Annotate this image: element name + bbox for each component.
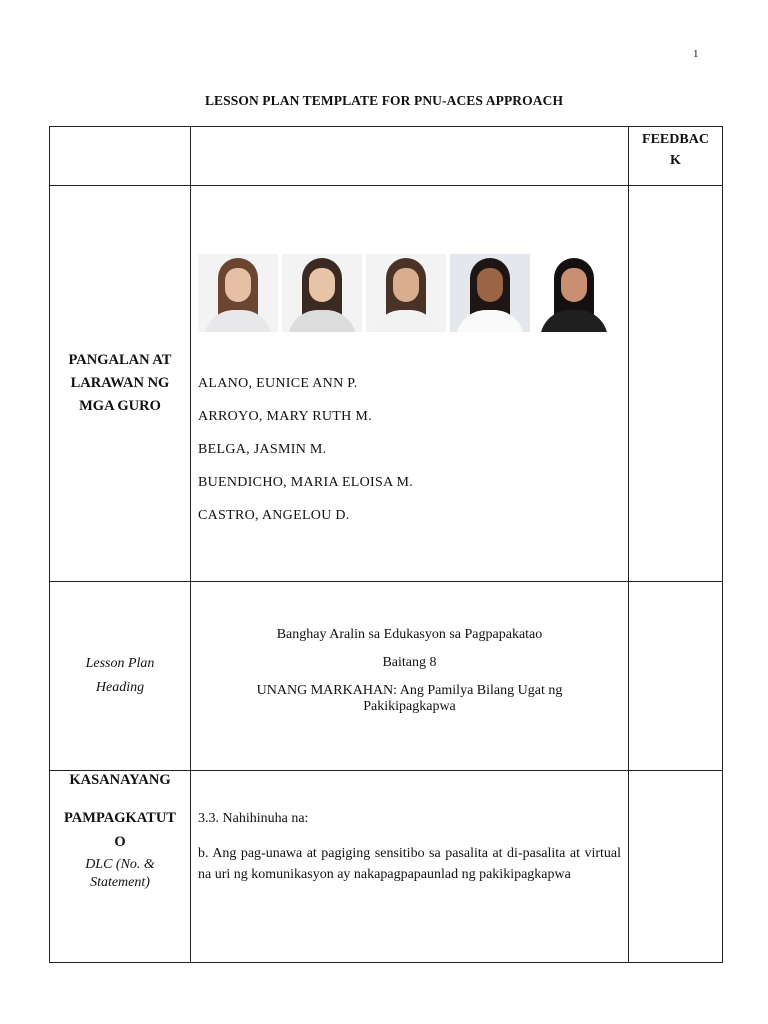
dlc-row <box>50 771 723 963</box>
dlc-content-cell <box>191 771 629 963</box>
teacher-name-4: BUENDICHO, MARIA ELOISA M. <box>198 475 414 490</box>
lesson-plan-table <box>49 126 723 963</box>
teacher-name-2: ARROYO, MARY RUTH M. <box>198 409 372 424</box>
heading-label-cell <box>50 582 191 771</box>
dlc-label-italic1: DLC (No. & <box>85 857 155 872</box>
teacher-photos <box>198 254 628 332</box>
header-content-cell <box>191 127 629 186</box>
heading-label-line2: Heading <box>95 680 145 695</box>
dlc-statement: b. Ang pag-unawa at pagiging sensitibo sa pasalita at di-pasalita at virtual na uri ng komunikasyon ay nakapagpapaunlad ng pakikipagkapwa <box>198 846 621 882</box>
teacher-photo-3 <box>366 254 446 332</box>
teacher-photo-1 <box>198 254 278 332</box>
dlc-label-line3: O <box>114 834 126 850</box>
feedback-header-line2: K <box>670 153 681 168</box>
page-number: 1 <box>693 48 699 60</box>
teachers-label-line1: PANGALAN AT <box>68 352 172 368</box>
heading-quarter: UNANG MARKAHAN: Ang Pamilya Bilang Ugat ng <box>256 683 563 698</box>
dlc-number: 3.3. Nahihinuha na: <box>198 811 309 826</box>
document-title: LESSON PLAN TEMPLATE FOR PNU-ACES APPROACH <box>204 93 564 108</box>
dlc-label-cell <box>50 771 191 963</box>
teacher-name-5: CASTRO, ANGELOU D. <box>198 508 350 523</box>
teachers-content-cell <box>191 186 629 582</box>
teacher-name-3: BELGA, JASMIN M. <box>198 442 327 457</box>
header-row <box>50 127 723 186</box>
teacher-photo-5 <box>534 254 614 332</box>
teacher-photo-4 <box>450 254 530 332</box>
heading-grade: Baitang 8 <box>382 655 437 670</box>
dlc-feedback-cell <box>629 771 723 963</box>
heading-quarter-cont: Pakikipagkapwa <box>363 699 456 714</box>
heading-label-line1: Lesson Plan <box>85 656 155 671</box>
feedback-header-line1: FEEDBAC <box>642 132 709 147</box>
teachers-label-cell <box>50 186 191 582</box>
heading-row <box>50 582 723 771</box>
heading-content-cell <box>191 582 629 771</box>
heading-feedback-cell <box>629 582 723 771</box>
header-label-cell <box>50 127 191 186</box>
dlc-label-line1: KASANAYANG <box>69 772 171 788</box>
dlc-label-line2: PAMPAGKATUT <box>64 810 176 826</box>
teachers-row <box>50 186 723 582</box>
teacher-names <box>198 376 628 524</box>
teacher-name-1: ALANO, EUNICE ANN P. <box>198 376 358 391</box>
heading-subject: Banghay Aralin sa Edukasyon sa Pagpapakatao <box>276 627 543 642</box>
dlc-label-italic2: Statement) <box>90 875 150 890</box>
teachers-label-line3: MGA GURO <box>79 398 161 414</box>
teachers-label-line2: LARAWAN NG <box>70 375 170 391</box>
feedback-header-cell <box>629 127 723 186</box>
teacher-photo-2 <box>282 254 362 332</box>
teachers-feedback-cell <box>629 186 723 582</box>
